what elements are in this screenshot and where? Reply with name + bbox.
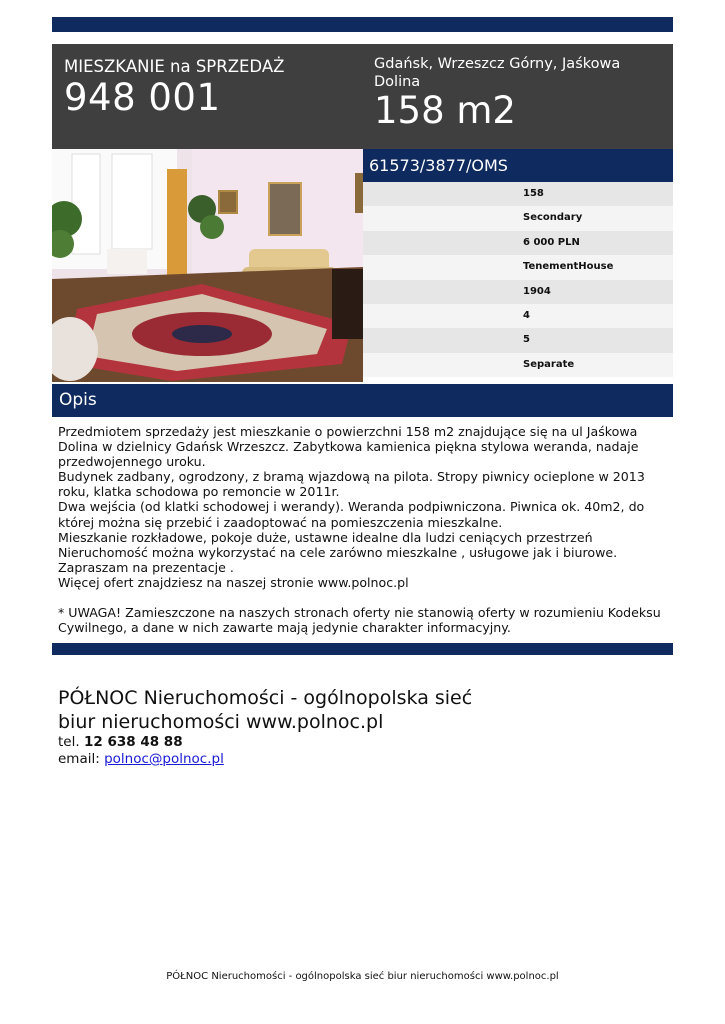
listing-header [52,44,673,149]
description-heading: Opis [52,384,673,417]
description-body [58,424,670,635]
price: 948 001 [64,76,221,119]
detail-row: 6 000 PLN [363,231,673,255]
email-line [58,751,658,768]
detail-row: Separate [363,353,673,377]
description-line: Przedmiotem sprzedaży jest mieszkanie o powierzchni 158 m2 znajdujące się na ul Jaśkowa Dolina w dzielnicy Gdańsk Wrzeszcz. Zabytkowa kamienica piękna stylowa weranda, nadaje przedwojennego uroku. [58,424,639,470]
bottom-accent-bar [52,643,673,655]
header-left [64,56,354,118]
description-line: Mieszkanie rozkładowe, pokoje duże, ustawne idealne dla ludzi ceniących przestrzeń [58,529,593,545]
phone-label: tel. [58,734,80,750]
description-line: Więcej ofert znajdziesz na naszej stronie www.polnoc.pl [58,574,409,590]
top-accent-bar [52,17,673,32]
detail-row: Secondary [363,206,673,230]
description-line: Nieruchomość można wykorzystać na cele zarówno mieszkalne , usługowe jak i biurowe. [58,544,618,560]
email-label: email: [58,751,100,767]
page-footer: PÓŁNOC Nieruchomości - ogólnopolska sieć biur nieruchomości www.polnoc.pl [166,971,559,982]
disclaimer: * UWAGA! Zamieszczone na naszych stronach oferty nie stanowią oferty w rozumieniu Kodeksu Cywilnego, a dane w nich zawarte mają jedynie charakter informacyjny. [58,605,661,636]
property-details [363,182,673,377]
reference-number: 61573/3877/OMS [363,149,673,182]
spacer [58,590,670,605]
agency-title-line2: biur nieruchomości www.polnoc.pl [58,711,384,733]
phone-line [58,734,658,751]
description-line: Zapraszam na prezentacje . [58,559,234,575]
header-right [374,55,664,132]
description-line: Budynek zadbany, ogrodzony, z bramą wjazdową na pilota. Stropy piwnicy ocieplone w 2013 roku, klatka schodowa po remoncie w 2011r. [58,469,645,500]
email-link[interactable]: polnoc@polnoc.pl [104,751,224,767]
detail-row: 5 [363,328,673,352]
agency-title-line1: PÓŁNOC Nieruchomości - ogólnopolska sieć [58,687,473,709]
detail-row: 4 [363,304,673,328]
detail-row: 1904 [363,280,673,304]
description-line: Dwa wejścia (od klatki schodowej i werandy). Weranda podpiwniczona. Piwnica ok. 40m2, do której można się przebić i zaadoptować na pomieszczenia mieszkalne. [58,499,645,530]
offer-type: MIESZKANIE na SPRZEDAŻ [64,57,285,76]
area: 158 m2 [374,89,516,132]
location: Gdańsk, Wrzeszcz Górny, Jaśkowa Dolina [374,56,621,90]
detail-row: TenementHouse [363,255,673,279]
phone-number: 12 638 48 88 [83,734,183,750]
detail-row: 158 [363,182,673,206]
property-photo [52,149,363,382]
agency-contact [58,686,658,768]
